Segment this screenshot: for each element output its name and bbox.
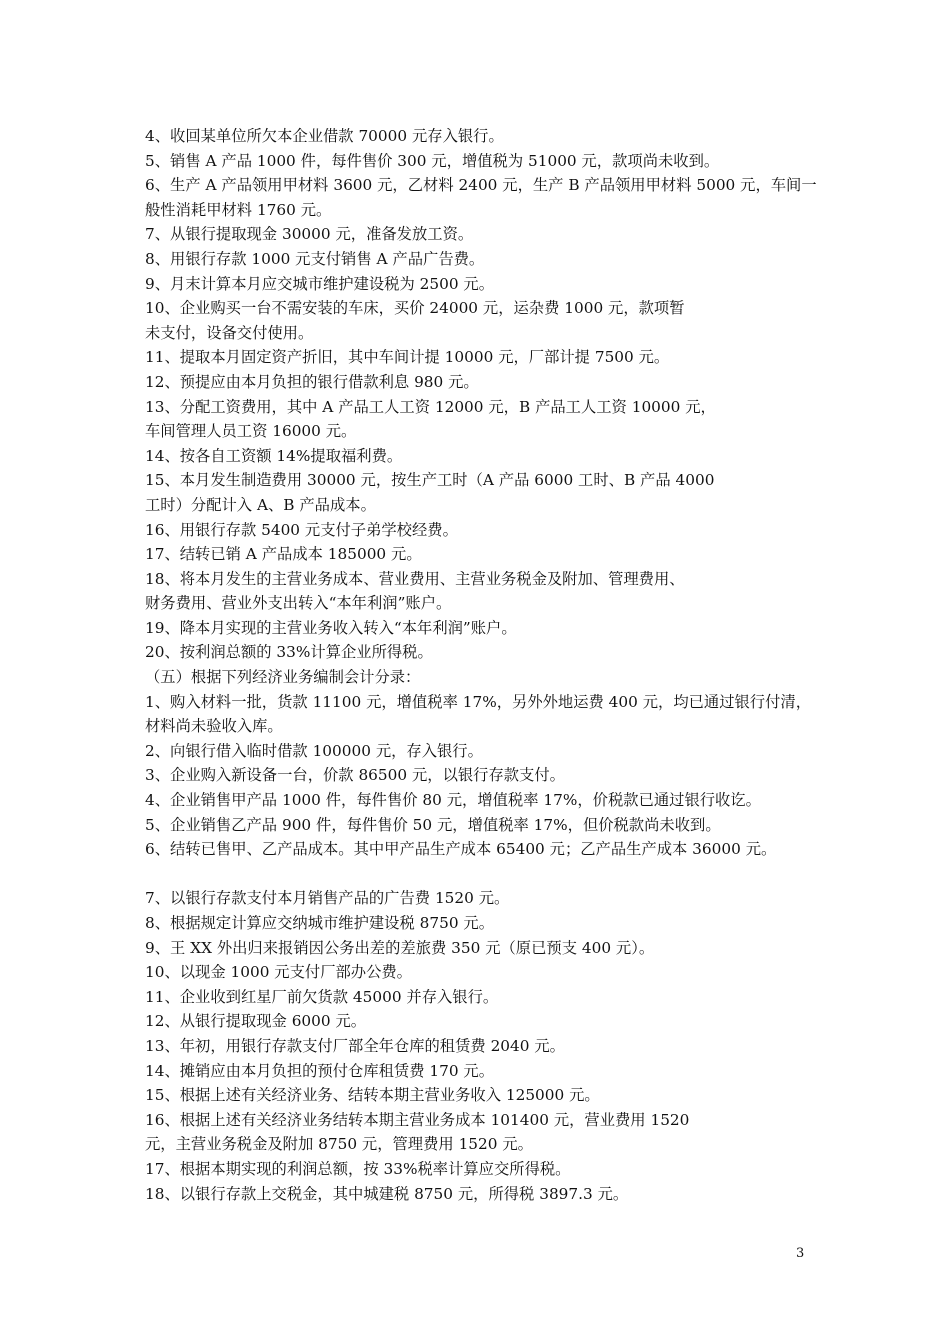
text-line: 3、企业购入新设备一台，价款 86500 元，以银行存款支付。 [145,766,565,785]
text-line: 4、收回某单位所欠本企业借款 70000 元存入银行。 [145,127,504,145]
text-line: 6、生产 A 产品领用甲材料 3600 元，乙材料 2400 元，生产 B 产品领用甲材料 5000 元，车间一 [145,176,817,195]
text-line: 13、分配工资费用，其中 A 产品工人工资 12000 元，B 产品工人工资 10000 元， [145,397,716,416]
text-line: 11、企业收到红星厂前欠货款 45000 并存入银行。 [145,987,499,1006]
text-line: 18、将本月发生的主营业务成本、营业费用、主营业务税金及附加、管理费用、 [145,569,685,588]
text-line: 工时）分配计入 A、B 产品成本。 [145,495,376,514]
text-line: 18、以银行存款上交税金，其中城建税 8750 元，所得税 3897.3 元。 [145,1184,629,1203]
text-line: 8、根据规定计算应交纳城市维护建设税 8750 元。 [145,914,495,932]
page-number: 3 [796,1246,805,1261]
text-line: 6、结转已售甲、乙产品成本。其中甲产品生产成本 65400 元；乙产品生产成本 36000 元。 [145,840,777,859]
text-line: 10、企业购买一台不需安装的车床，买价 24000 元，运杂费 1000 元，款项暂 [145,299,685,318]
text-line: 8、用银行存款 1000 元支付销售 A 产品广告费。 [145,249,485,268]
text-line: 16、用银行存款 5400 元支付子弟学校经费。 [145,520,458,539]
text-line: 17、结转已销 A 产品成本 185000 元。 [145,545,422,564]
text-line: 10、以现金 1000 元支付厂部办公费。 [145,963,412,982]
text-line: 7、以银行存款支付本月销售产品的广告费 1520 元。 [145,889,510,908]
section-heading: （五）根据下列经济业务编制会计分录： [145,668,421,687]
text-line: 13、年初，用银行存款支付厂部全年仓库的租赁费 2040 元。 [145,1036,565,1055]
text-line: 财务费用、营业外支出转入“本年利润”账户。 [145,594,452,613]
text-line: 般性消耗甲材料 1760 元。 [145,200,332,219]
text-line: 12、从银行提取现金 6000 元。 [145,1012,367,1031]
text-line: 15、本月发生制造费用 30000 元，按生产工时（A 产品 6000 工时、B 产品 4000 [145,471,715,490]
text-line: 14、按各自工资额 14%提取福利费。 [145,446,403,465]
text-line: 元，主营业务税金及附加 8750 元，管理费用 1520 元。 [145,1135,533,1154]
text-line: 未支付，设备交付使用。 [145,323,314,342]
text-line: 19、降本月实现的主营业务收入转入“本年利润”账户。 [145,618,517,637]
text-line: 16、根据上述有关经济业务结转本期主营业务成本 101400 元，营业费用 1520 [145,1110,690,1129]
text-line: 7、从银行提取现金 30000 元，准备发放工资。 [145,225,474,244]
text-line: 11、提取本月固定资产折旧，其中车间计提 10000 元，厂部计提 7500 元。 [145,348,670,367]
blank-line [145,862,815,887]
text-line: 5、销售 A 产品 1000 件，每件售价 300 元，增值税为 51000 元，款项尚未收到。 [145,151,720,170]
text-line: 20、按利润总额的 33%计算企业所得税。 [145,643,433,662]
text-line: 17、根据本期实现的利润总额，按 33%税率计算应交所得税。 [145,1159,571,1178]
text-line: 1、购入材料一批，货款 11100 元，增值税率 17%，另外外地运费 400 元，均已通过银行付清， [145,692,811,711]
text-line: 2、向银行借入临时借款 100000 元，存入银行。 [145,741,483,760]
text-line: 9、月末计算本月应交城市维护建设税为 2500 元。 [145,274,495,293]
text-line: 9、王 XX 外出归来报销因公务出差的差旅费 350 元（原已预支 400 元）。 [145,938,655,957]
text-line: 15、根据上述有关经济业务、结转本期主营业务收入 125000 元。 [145,1086,600,1105]
text-line: 4、企业销售甲产品 1000 件，每件售价 80 元，增值税率 17%，价税款已通过银行收讫。 [145,791,761,810]
text-line: 车间管理人员工资 16000 元。 [145,422,357,441]
text-line: 14、摊销应由本月负担的预付仓库租赁费 170 元。 [145,1061,495,1080]
text-line: 材料尚未验收入库。 [145,717,283,736]
text-line: 12、预提应由本月负担的银行借款利息 980 元。 [145,372,479,391]
text-line: 5、企业销售乙产品 900 件，每件售价 50 元，增值税率 17%，但价税款尚未收到。 [145,815,721,834]
document-body [145,124,815,1206]
